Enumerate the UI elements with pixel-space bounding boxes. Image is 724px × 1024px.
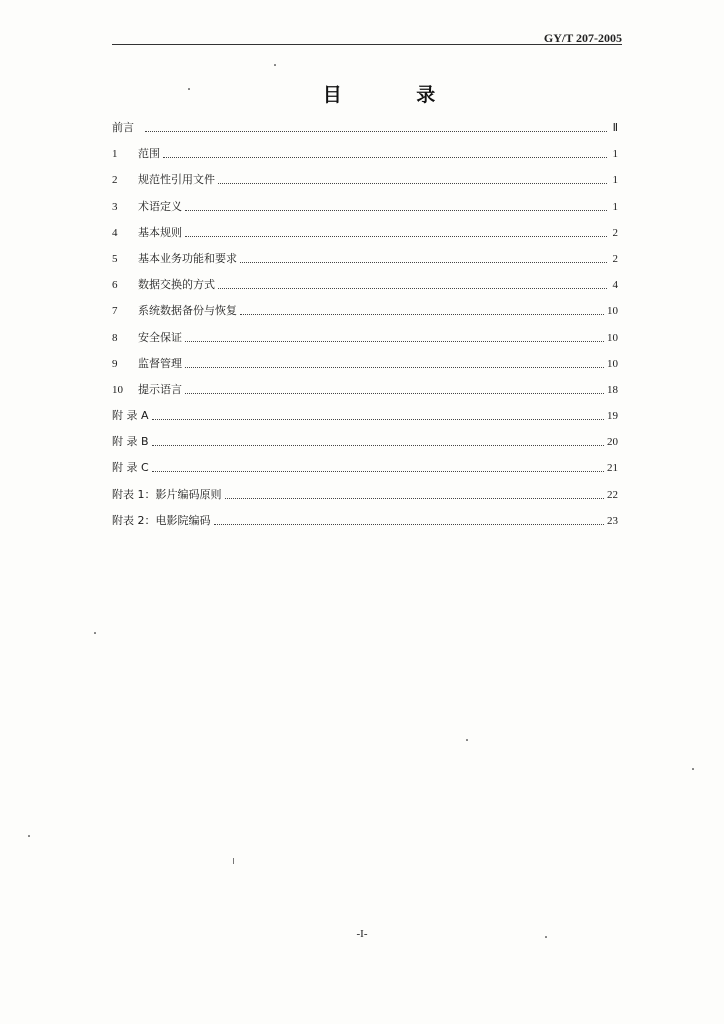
toc-entry-9[interactable] — [112, 354, 618, 380]
toc-entry-label: 前言 — [112, 121, 134, 134]
toc-entry-page: 1 — [612, 148, 618, 161]
scan-speck — [188, 88, 190, 90]
toc-entry-1[interactable] — [112, 144, 618, 170]
toc-entry-number: 3 — [112, 200, 118, 213]
scan-speck — [545, 936, 547, 938]
toc-entry-label: 数据交换的方式 — [138, 278, 215, 292]
toc-entry-page: 10 — [607, 331, 618, 344]
toc-leader-dots — [185, 197, 607, 211]
scan-speck — [274, 64, 276, 66]
toc-entry-appendix-c[interactable] — [112, 458, 618, 484]
toc-entry-label: 术语定义 — [138, 199, 182, 213]
toc-entry-number: 10 — [112, 383, 123, 396]
toc-entry-10[interactable] — [112, 380, 618, 406]
toc-entry-number: 7 — [112, 305, 118, 318]
toc-entry-7[interactable] — [112, 301, 618, 327]
toc-entry-page: 19 — [607, 410, 618, 423]
toc-entry-label: 附 录 A — [112, 409, 149, 423]
toc-leader-dots — [240, 301, 604, 315]
toc-title: 目 录 — [322, 84, 470, 106]
toc-leader-dots — [218, 170, 607, 184]
toc-entry-page: Ⅱ — [612, 122, 618, 134]
toc-entry-page: 23 — [607, 514, 618, 527]
toc-leader-dots — [185, 354, 604, 368]
toc-entry-table-2[interactable] — [112, 511, 618, 537]
toc-entry-number: 1 — [112, 148, 118, 161]
toc-entry-page: 21 — [607, 462, 618, 475]
toc-leader-dots — [185, 380, 604, 394]
toc-entry-label: 附表 2：电影院编码 — [112, 513, 211, 527]
toc-entry-page: 22 — [607, 488, 618, 501]
toc-leader-dots — [185, 328, 604, 342]
toc-entry-page: 10 — [607, 357, 618, 370]
toc-entry-number: 6 — [112, 279, 118, 292]
toc-entry-label: 安全保证 — [138, 330, 182, 344]
scan-speck — [692, 768, 694, 770]
toc-entry-label: 范围 — [138, 147, 160, 161]
scan-speck — [466, 739, 468, 741]
toc-entry-number: 2 — [112, 174, 118, 187]
standard-code: GY/T 207-2005 — [543, 31, 622, 45]
toc-entry-3[interactable] — [112, 197, 618, 223]
toc-entry-number: 9 — [112, 357, 118, 370]
toc-entry-number: 4 — [112, 226, 118, 239]
toc-leader-dots — [225, 485, 605, 499]
toc-leader-dots — [152, 458, 604, 472]
toc-entry-preface[interactable] — [112, 118, 618, 144]
toc-entry-page: 2 — [612, 252, 618, 265]
toc-leader-dots — [240, 249, 607, 263]
toc-entry-label: 附 录 C — [112, 461, 149, 475]
toc-entry-6[interactable] — [112, 275, 618, 301]
toc-entry-number: 5 — [112, 252, 118, 265]
toc-entry-page: 18 — [607, 383, 618, 396]
toc-entry-page: 4 — [612, 279, 618, 292]
toc-entry-page: 2 — [612, 226, 618, 239]
toc-entry-label: 基本业务功能和要求 — [138, 251, 237, 265]
toc-entry-page: 10 — [607, 305, 618, 318]
toc-entry-number: 8 — [112, 331, 118, 344]
toc-entry-label: 附 录 B — [112, 435, 149, 449]
page-number: -I- — [356, 928, 368, 940]
toc-entry-appendix-b[interactable] — [112, 432, 618, 458]
toc-entry-4[interactable] — [112, 223, 618, 249]
toc-leader-dots — [163, 144, 607, 158]
table-of-contents — [112, 118, 618, 537]
scan-speck — [94, 632, 96, 634]
toc-entry-label: 监督管理 — [138, 356, 182, 370]
toc-entry-label: 基本规则 — [138, 225, 182, 239]
toc-entry-appendix-a[interactable] — [112, 406, 618, 432]
toc-entry-table-1[interactable] — [112, 485, 618, 511]
toc-leader-dots — [185, 223, 607, 237]
toc-leader-dots — [145, 118, 607, 132]
toc-entry-page: 1 — [612, 174, 618, 187]
toc-entry-label: 附表 1：影片编码原则 — [112, 487, 222, 501]
toc-entry-5[interactable] — [112, 249, 618, 275]
toc-entry-8[interactable] — [112, 328, 618, 354]
scan-speck — [28, 835, 30, 837]
toc-leader-dots — [214, 511, 605, 525]
toc-entry-page: 1 — [612, 200, 618, 213]
scan-speck — [233, 858, 234, 864]
toc-entry-label: 提示语言 — [138, 382, 182, 396]
toc-entry-label: 系统数据备份与恢复 — [138, 304, 237, 318]
toc-entry-label: 规范性引用文件 — [138, 173, 215, 187]
toc-entry-2[interactable] — [112, 170, 618, 196]
toc-entry-page: 20 — [607, 436, 618, 449]
toc-leader-dots — [218, 275, 607, 289]
toc-leader-dots — [152, 432, 604, 446]
toc-leader-dots — [152, 406, 604, 420]
